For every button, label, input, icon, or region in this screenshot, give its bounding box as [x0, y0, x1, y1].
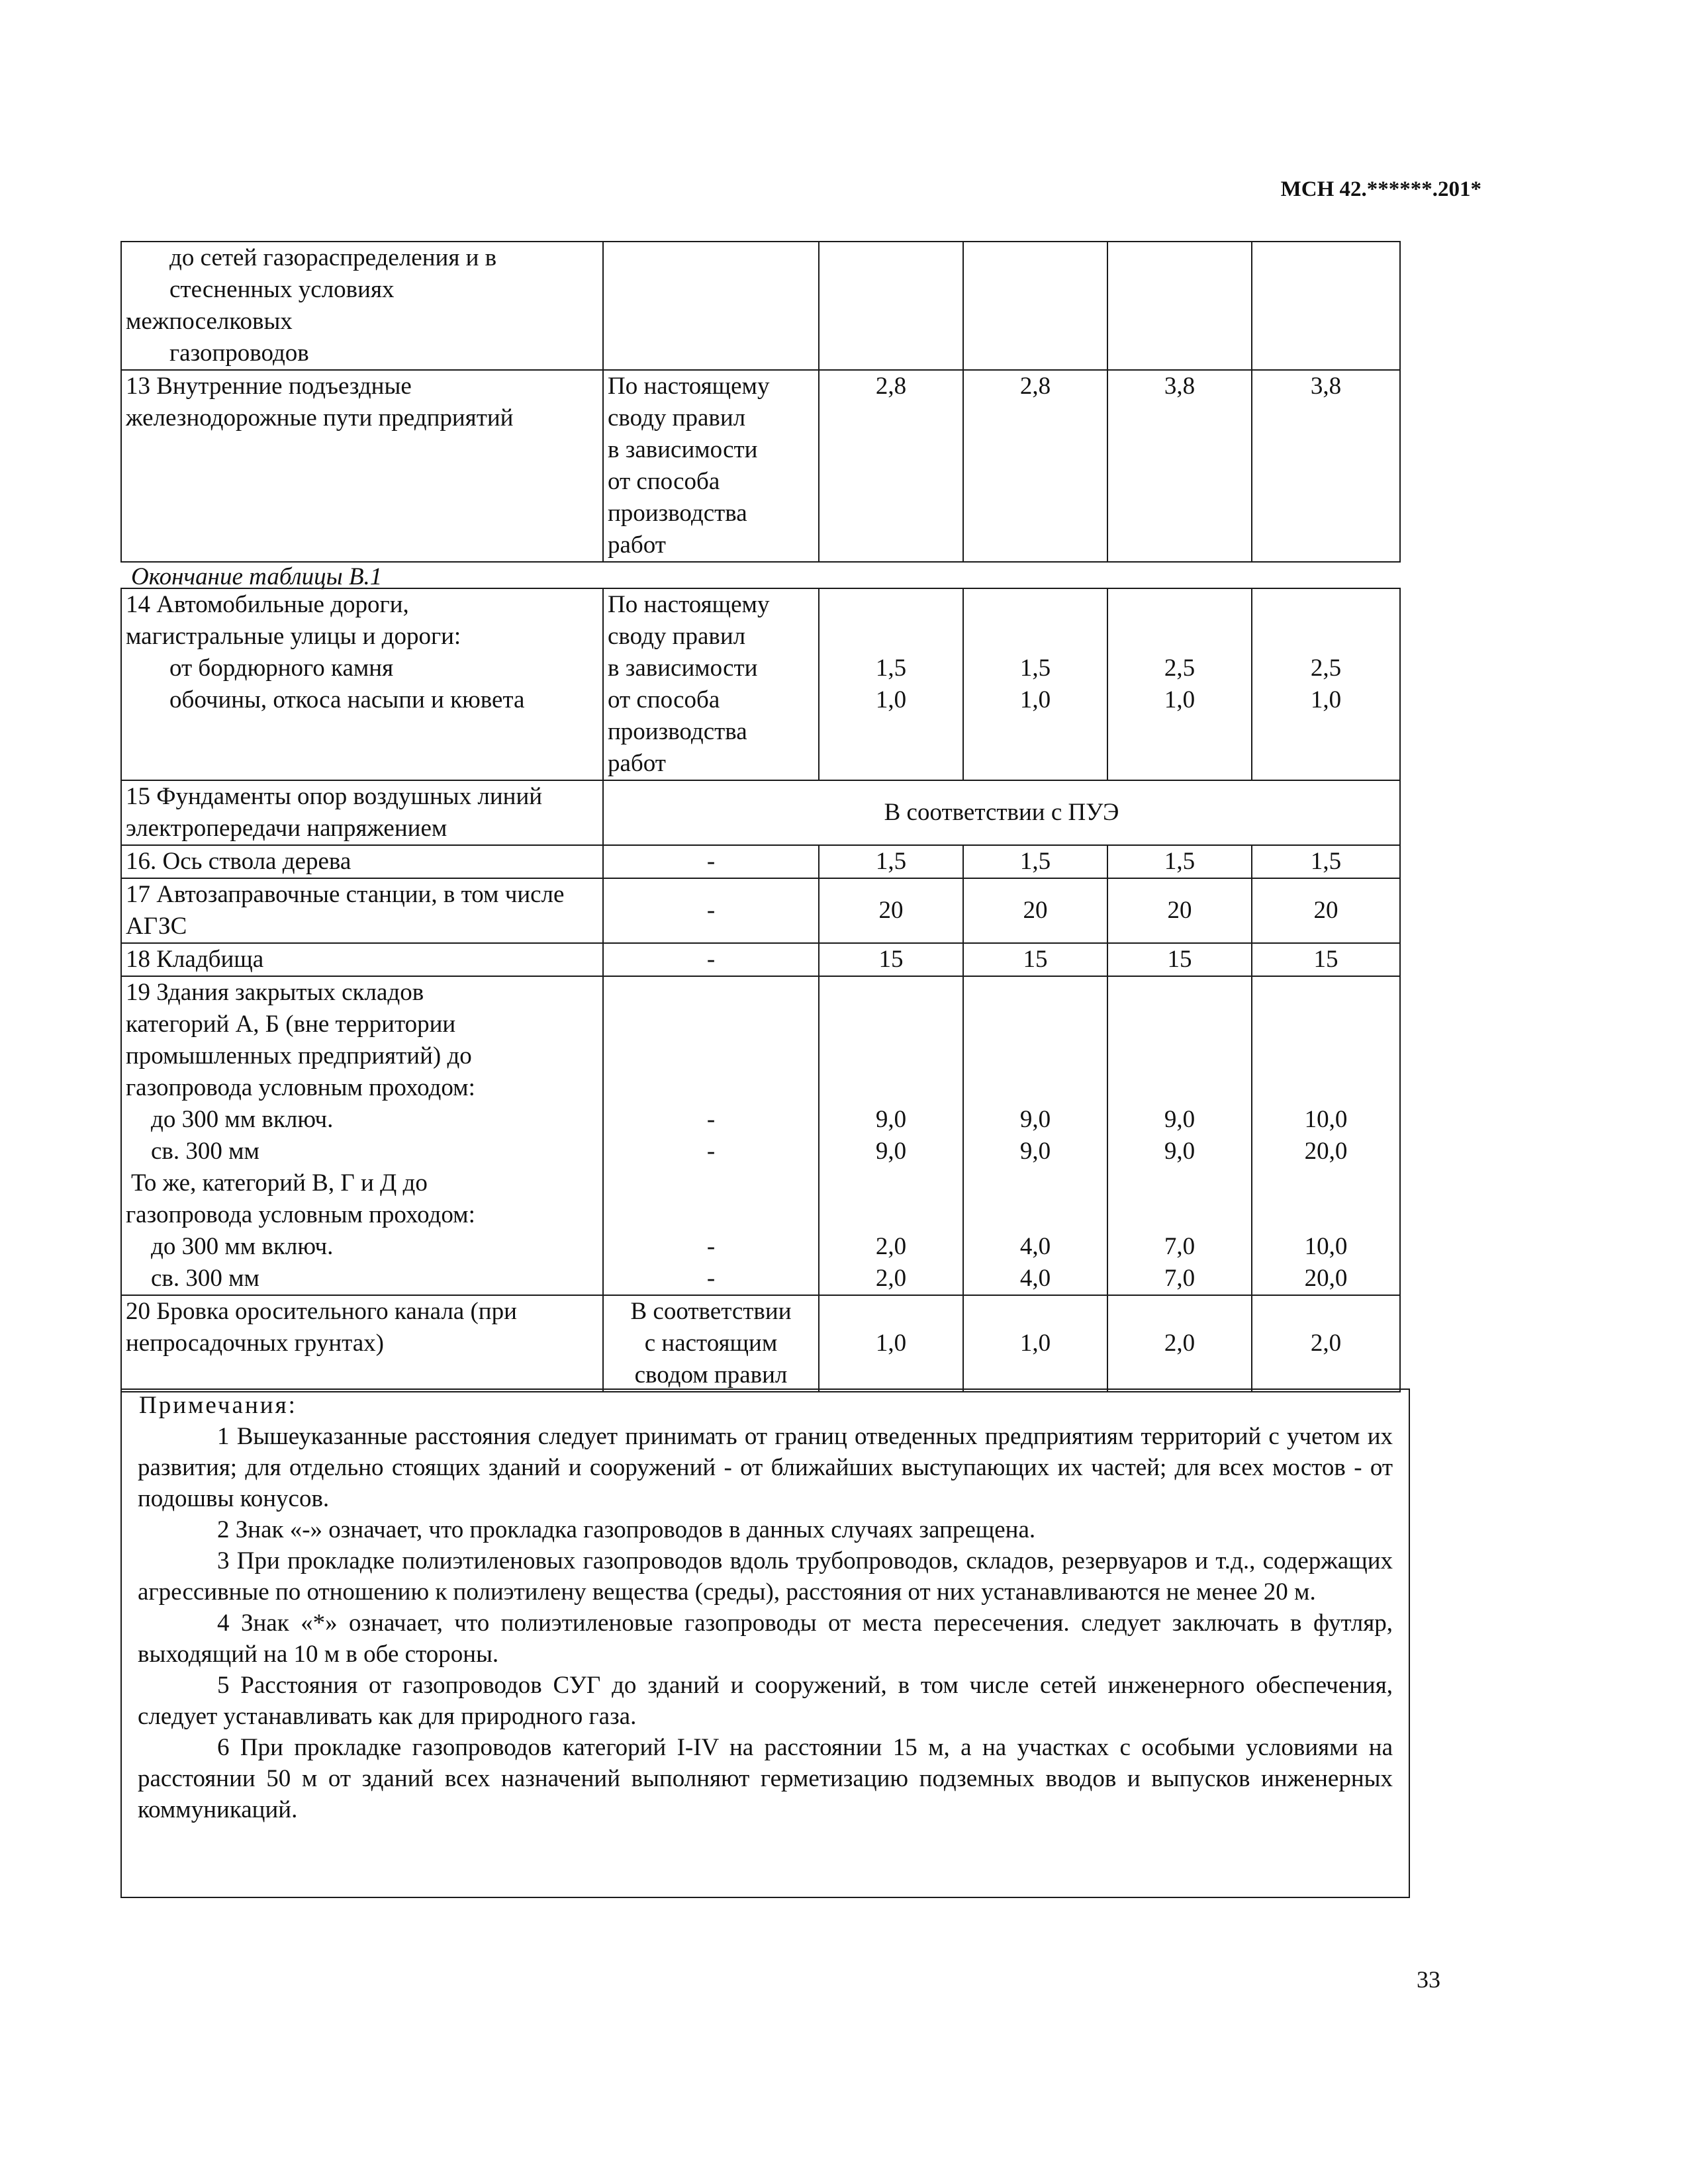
value-line: 2,0: [875, 1265, 907, 1292]
basis-cell: [603, 588, 819, 780]
note-item: 3 При прокладке полиэтиленовых газопроводов вдоль трубопроводов, складов, резервуаров и т.д., содержащих агрессивные по отношению к полиэтилену вещества (среды), расстояния от них устанавливаются не менее 20 м.: [138, 1547, 1393, 1606]
table-row: [121, 943, 1400, 976]
note-item: 5 Расстояния от газопроводов СУГ до зданий и сооружений, в том числе сетей инженерного обеспечения, следует устанавливать как для природного газа.: [138, 1672, 1393, 1730]
basis-line: своду правил: [608, 404, 746, 432]
row-name-line: св. 300 мм: [151, 1265, 259, 1292]
row-name-cell: [121, 588, 603, 780]
table-row: [121, 780, 1400, 845]
basis-line: с настоящим: [644, 1330, 778, 1357]
value-line: 7,0: [1164, 1265, 1196, 1292]
value-line: 2,5: [1310, 655, 1342, 682]
row-name-line: до сетей газораспределения и в: [169, 244, 497, 271]
basis-cell: [603, 370, 819, 562]
note-item: 6 При прокладке газопроводов категорий I-IV на расстоянии 15 м, а на участках с особыми условиями на расстоянии 50 м от зданий всех назначений выполняют герметизацию подземных вводов и выпусков инженерных коммуникаций.: [138, 1734, 1393, 1823]
row-name-cell: 17 Автозаправочные станции, в том числе АГЗС: [121, 878, 603, 943]
value-cell: [819, 588, 963, 780]
distance-table-bottom: [120, 588, 1401, 1392]
row-name-cell: [121, 976, 603, 1295]
row-name-line: до 300 мм включ.: [151, 1233, 334, 1260]
document-code: МСН 42.******.201*: [1280, 177, 1481, 201]
distance-table-top: [120, 241, 1401, 563]
value-line: 9,0: [875, 1138, 907, 1165]
value-cell: 1,5: [963, 845, 1107, 878]
row-name-line: То же, категорий В, Г и Д до: [131, 1169, 428, 1197]
table-row: [121, 588, 1400, 780]
row-name-line: газопровода условным проходом:: [126, 1201, 475, 1228]
row-name-cell: 20 Бровка оросительного канала (при непросадочных грунтах): [121, 1295, 603, 1392]
value-cell: 1,5: [1252, 845, 1400, 878]
value-line: -: [706, 1138, 716, 1165]
row-name-cell: 13 Внутренние подъездные железнодорожные пути предприятий: [121, 370, 603, 562]
value-cell: 20: [1252, 878, 1400, 943]
value-cell: 2,0: [1107, 1295, 1252, 1392]
value-line: 2,0: [875, 1233, 907, 1260]
value-line: 1,5: [1019, 655, 1051, 682]
value-cell: [1107, 242, 1252, 370]
table-row: [121, 878, 1400, 943]
row-name-line: 19 Здания закрытых складов: [126, 979, 424, 1006]
row-name-cell: 15 Фундаменты опор воздушных линий электропередачи напряжением: [121, 780, 603, 845]
basis-line: своду правил: [608, 623, 746, 650]
basis-line: В соответствии: [630, 1298, 792, 1325]
basis-cell: -: [603, 845, 819, 878]
table-row: [121, 242, 1400, 370]
basis-line: в зависимости: [608, 436, 758, 463]
merged-cell: В соответствии с ПУЭ: [603, 780, 1400, 845]
value-line: 4,0: [1019, 1265, 1051, 1292]
value-line: 1,0: [1310, 686, 1342, 713]
value-cell: 1,0: [819, 1295, 963, 1392]
basis-line: По настоящему: [608, 591, 770, 618]
table-row: [121, 370, 1400, 562]
value-cell: [1107, 976, 1252, 1295]
basis-line: работ: [608, 750, 666, 777]
value-cell: 1,0: [963, 1295, 1107, 1392]
value-line: 1,0: [1164, 686, 1196, 713]
value-cell: 20: [963, 878, 1107, 943]
row-name-line: обочины, откоса насыпи и кювета: [169, 686, 525, 713]
value-cell: [963, 588, 1107, 780]
note-item: 2 Знак «-» означает, что прокладка газопроводов в данных случаях запрещена.: [217, 1516, 1036, 1543]
row-name-cell: 16. Ось ствола дерева: [121, 845, 603, 878]
value-cell: [1252, 588, 1400, 780]
value-cell: 15: [819, 943, 963, 976]
value-cell: 2,8: [963, 370, 1107, 562]
row-name-line: категорий А, Б (вне территории: [126, 1011, 456, 1038]
row-name-line: от бордюрного камня: [169, 655, 394, 682]
row-name-line: газопровода условным проходом:: [126, 1074, 475, 1101]
row-name-line: до 300 мм включ.: [151, 1106, 334, 1133]
note-item: 4 Знак «*» означает, что полиэтиленовые газопроводы от места пересечения. следует заключать в футляр, выходящий на 10 м в обе стороны.: [138, 1610, 1393, 1668]
value-line: 9,0: [875, 1106, 907, 1133]
value-line: 10,0: [1304, 1233, 1348, 1260]
value-line: 4,0: [1019, 1233, 1051, 1260]
value-cell: 3,8: [1252, 370, 1400, 562]
value-cell: [819, 976, 963, 1295]
value-cell: [1107, 588, 1252, 780]
row-name-line: газопроводов: [169, 340, 309, 367]
basis-cell: -: [603, 878, 819, 943]
value-line: 9,0: [1164, 1138, 1196, 1165]
row-name-line: магистральные улицы и дороги:: [126, 623, 461, 650]
value-cell: 15: [1252, 943, 1400, 976]
basis-line: от способа: [608, 686, 720, 713]
value-cell: [819, 242, 963, 370]
value-line: 7,0: [1164, 1233, 1196, 1260]
notes-box: [120, 1388, 1410, 1898]
value-cell: [1252, 242, 1400, 370]
value-cell: 1,5: [1107, 845, 1252, 878]
value-cell: [963, 976, 1107, 1295]
basis-line: сводом правил: [634, 1361, 788, 1388]
row-name-line: межпоселковых: [126, 308, 293, 335]
value-cell: 15: [1107, 943, 1252, 976]
value-cell: 2,8: [819, 370, 963, 562]
value-line: -: [706, 1233, 716, 1260]
value-cell: [963, 242, 1107, 370]
basis-line: производства: [608, 500, 747, 527]
value-line: 9,0: [1164, 1106, 1196, 1133]
notes-title: Примечания:: [139, 1392, 297, 1419]
row-name-line: промышленных предприятий) до: [126, 1042, 472, 1069]
value-line: 20,0: [1304, 1138, 1348, 1165]
basis-line: производства: [608, 718, 747, 745]
value-line: 1,0: [875, 686, 907, 713]
basis-cell: -: [603, 943, 819, 976]
value-line: -: [706, 1265, 716, 1292]
value-cell: [1252, 976, 1400, 1295]
value-cell: 3,8: [1107, 370, 1252, 562]
basis-cell: [603, 242, 819, 370]
basis-cell: [603, 1295, 819, 1392]
basis-line: в зависимости: [608, 655, 758, 682]
value-line: 20,0: [1304, 1265, 1348, 1292]
value-line: 10,0: [1304, 1106, 1348, 1133]
value-cell: 1,5: [819, 845, 963, 878]
value-line: -: [706, 1106, 716, 1133]
value-line: 9,0: [1019, 1106, 1051, 1133]
value-line: 9,0: [1019, 1138, 1051, 1165]
basis-line: работ: [608, 531, 666, 559]
value-cell: 2,0: [1252, 1295, 1400, 1392]
note-item: 1 Вышеуказанные расстояния следует принимать от границ отведенных предприятиям территорий с учетом их развития; для отдельно стоящих зданий и сооружений - от ближайших выступающих их частей; для всех мостов - от подошвы конусов.: [138, 1423, 1393, 1512]
value-line: 1,5: [875, 655, 907, 682]
value-line: 2,5: [1164, 655, 1196, 682]
row-name-cell: 18 Кладбища: [121, 943, 603, 976]
table-row: [121, 976, 1400, 1295]
value-cell: 20: [1107, 878, 1252, 943]
row-name-cell: [121, 242, 603, 370]
page-number: 33: [1417, 1966, 1440, 1993]
value-cell: 15: [963, 943, 1107, 976]
table-caption: Окончание таблицы В.1: [131, 563, 383, 590]
row-name-line: св. 300 мм: [151, 1138, 259, 1165]
value-line: 1,0: [1019, 686, 1051, 713]
basis-cell: [603, 976, 819, 1295]
row-name-line: 14 Автомобильные дороги,: [126, 591, 409, 618]
table-row: [121, 1295, 1400, 1392]
row-name-line: стесненных условиях: [169, 276, 395, 303]
value-cell: 20: [819, 878, 963, 943]
basis-line: По настоящему: [608, 373, 770, 400]
table-row: [121, 845, 1400, 878]
basis-line: от способа: [608, 468, 720, 495]
